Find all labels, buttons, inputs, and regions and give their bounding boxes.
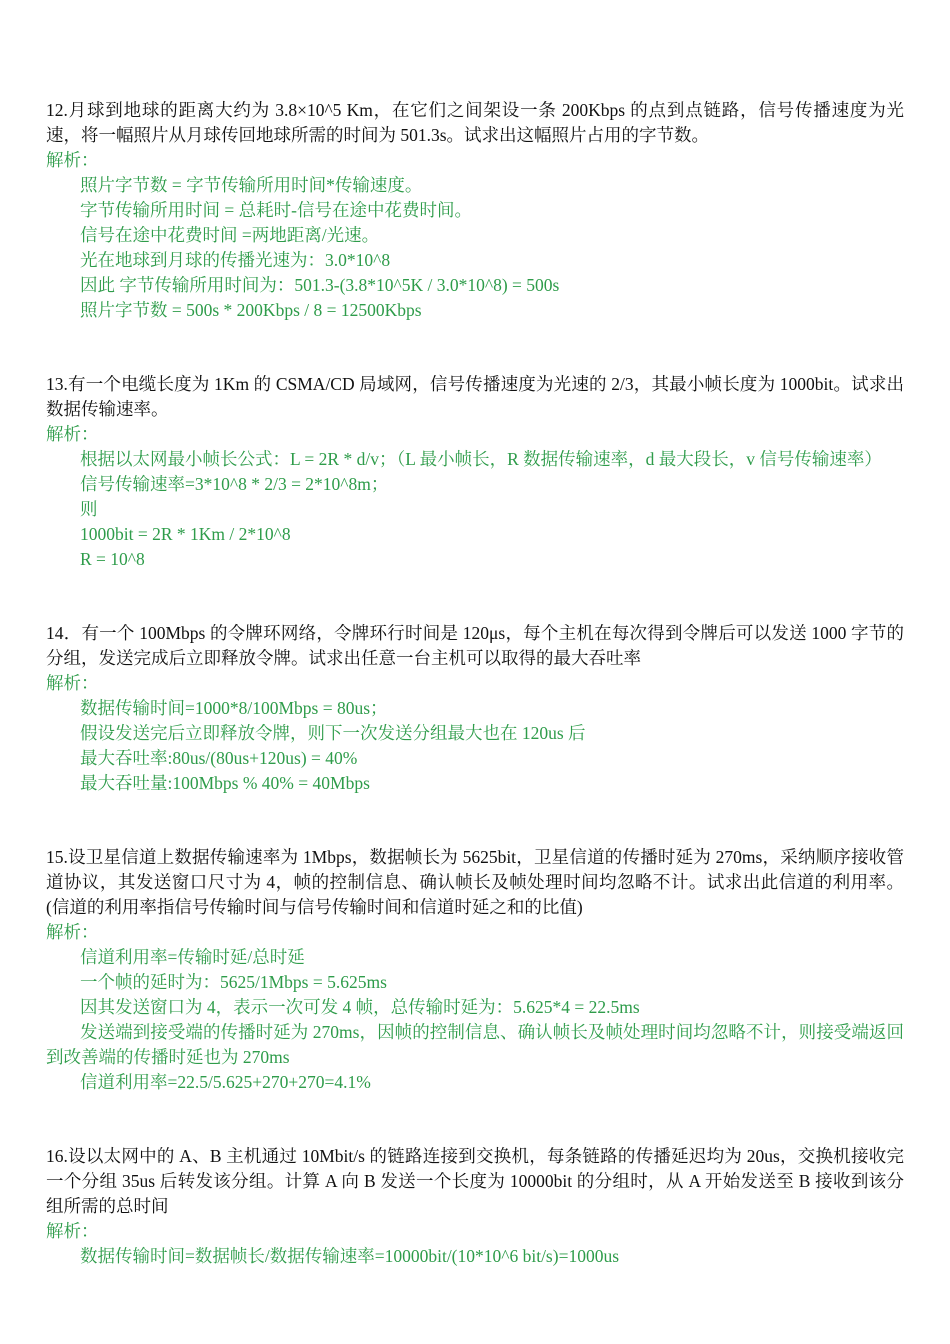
analysis-label: 解析： <box>46 922 99 942</box>
problem-13 <box>46 372 904 572</box>
question-text: 15.设卫星信道上数据传输速率为 1Mbps，数据帧长为 5625bit，卫星信道的传播时延为 270ms，采纳顺序接收管道协议，其发送窗口尺寸为 4，帧的控制信息、确认帧长及帧处理时间均忽略不计。试求出此信道的利用率。(信道的利用率指信号传输时间与信号传输时间和信道时延之和的比值) <box>46 847 904 917</box>
answer-line: 1000bit = 2R * 1Km / 2*10^8 <box>80 524 291 544</box>
answer-line: 假设发送完后立即释放令牌，则下一次发送分组最大也在 120us 后 <box>80 723 586 743</box>
analysis-label: 解析： <box>46 673 99 693</box>
answer-line: 照片字节数 = 500s * 200Kbps / 8 = 12500Kbps <box>80 300 422 320</box>
answer-line: 发送端到接受端的传播时延为 270ms，因帧的控制信息、确认帧长及帧处理时间均忽略不计，则接受端返回到改善端的传播时延也为 270ms <box>46 1022 904 1067</box>
analysis-label: 解析： <box>46 1221 99 1241</box>
answer-line: 一个帧的延时为：5625/1Mbps = 5.625ms <box>80 972 387 992</box>
document-page <box>46 98 904 1318</box>
question-text: 16.设以太网中的 A、B 主机通过 10Mbit/s 的链路连接到交换机，每条链路的传播延迟均为 20us，交换机接收完一个分组 35us 后转发该分组。计算 A 向 B 发送一个长度为 10000bit 的分组时，从 A 开始发送至 B 接收到该分组所需的总时间 <box>46 1146 904 1216</box>
answer-line: 最大吞吐率:80us/(80us+120us) = 40% <box>80 748 358 768</box>
answer-line: 信号传输速率=3*10^8 * 2/3 = 2*10^8m； <box>80 474 389 494</box>
question-text: 12.月球到地球的距离大约为 3.8×10^5 Km，在它们之间架设一条 200Kbps 的点到点链路，信号传播速度为光速，将一幅照片从月球传回地球所需的时间为 501.3s。试求出这幅照片占用的字节数。 <box>46 100 904 145</box>
answer-line: 数据传输时间=1000*8/100Mbps = 80us； <box>80 698 388 718</box>
problem-12 <box>46 98 904 323</box>
answer-line: 则 <box>80 499 98 519</box>
answer-line: 数据传输时间=数据帧长/数据传输速率=10000bit/(10*10^6 bit/s)=1000us <box>80 1246 620 1266</box>
problem-14 <box>46 621 904 796</box>
answer-line: 因此 字节传输所用时间为：501.3-(3.8*10^5K / 3.0*10^8) = 500s <box>80 275 560 295</box>
answer-line: 字节传输所用时间 = 总耗时-信号在途中花费时间。 <box>80 200 472 220</box>
problem-16 <box>46 1144 904 1269</box>
answer-line: 光在地球到月球的传播光速为：3.0*10^8 <box>80 250 391 270</box>
analysis-label: 解析： <box>46 150 99 170</box>
answer-line: 信道利用率=22.5/5.625+270+270=4.1% <box>80 1072 371 1092</box>
answer-line: 照片字节数 = 字节传输所用时间*传输速度。 <box>80 175 423 195</box>
answer-line: 信号在途中花费时间 =两地距离/光速。 <box>80 225 380 245</box>
answer-line: 因其发送窗口为 4，表示一次可发 4 帧，总传输时延为：5.625*4 = 22.5ms <box>80 997 640 1017</box>
analysis-label: 解析： <box>46 424 99 444</box>
answer-line: 最大吞吐量:100Mbps % 40% = 40Mbps <box>80 773 370 793</box>
answer-line: 信道利用率=传输时延/总时延 <box>80 947 305 967</box>
answer-line: R = 10^8 <box>80 549 145 569</box>
problem-15 <box>46 845 904 1095</box>
question-text: 14．有一个 100Mbps 的令牌环网络，令牌环行时间是 120μs，每个主机在每次得到令牌后可以发送 1000 字节的分组，发送完成后立即释放令牌。试求出任意一台主机可以取得的最大吞吐率 <box>46 623 904 668</box>
answer-line: 根据以太网最小帧长公式：L = 2R * d/v；（L 最小帧长，R 数据传输速率，d 最大段长，v 信号传输速率） <box>80 449 882 469</box>
question-text: 13.有一个电缆长度为 1Km 的 CSMA/CD 局域网，信号传播速度为光速的 2/3，其最小帧长度为 1000bit。试求出数据传输速率。 <box>46 374 904 419</box>
